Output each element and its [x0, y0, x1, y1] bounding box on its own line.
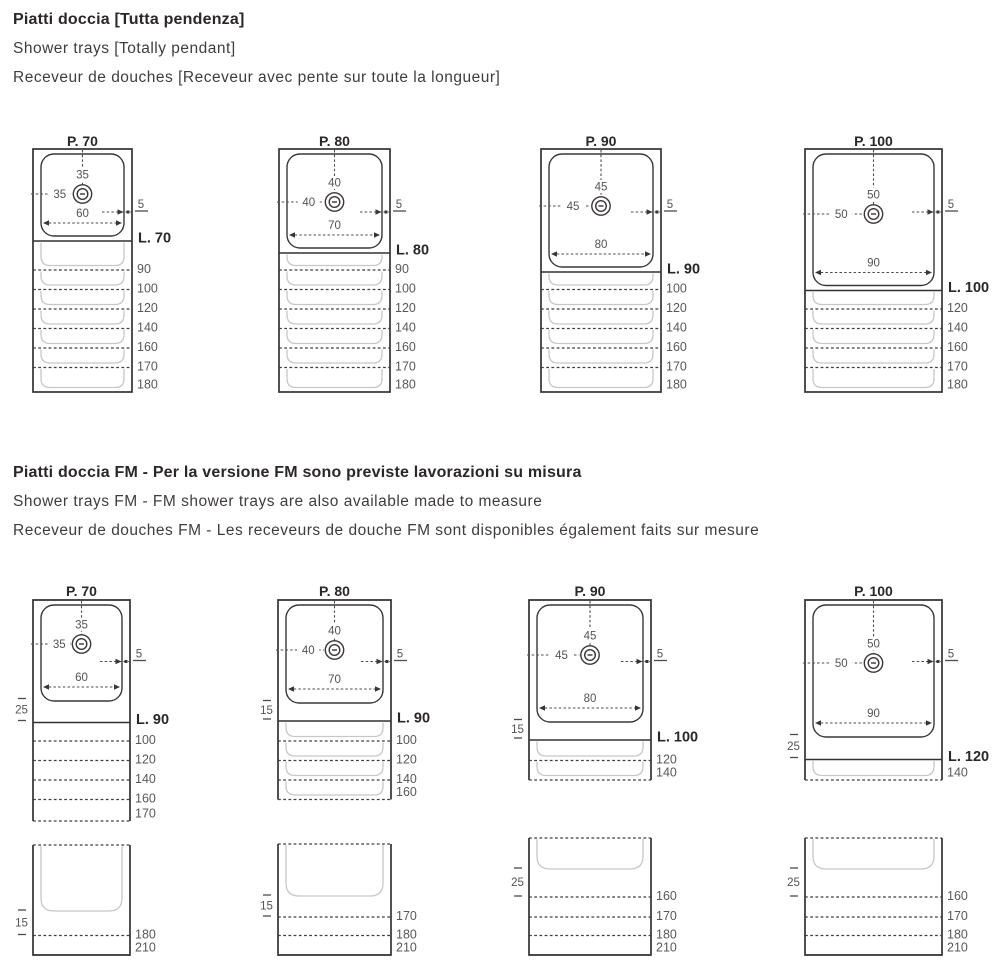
edge-dim-dot	[646, 660, 649, 663]
length-label: 140	[137, 320, 158, 335]
length-label: 160	[135, 791, 156, 806]
length-label: 120	[137, 301, 158, 315]
edge-dim-dot	[937, 211, 940, 214]
dimension-arrow-icon	[374, 232, 380, 237]
variant-tray-outline	[286, 762, 383, 776]
dimension-arrow-icon	[376, 209, 382, 214]
dimension-arrow-icon	[815, 270, 821, 275]
tray-width-dim-label: 60	[76, 208, 89, 220]
slab-outline	[278, 844, 391, 955]
drain-top-dim-label: 45	[594, 181, 608, 194]
variant-tray-outline	[813, 292, 934, 305]
drain-left-dim-label: 35	[52, 639, 66, 651]
diagram-fm-extended-col4	[787, 838, 968, 955]
section2-title-it: Piatti doccia FM - Per la versione FM sono previste lavorazioni su misura	[13, 464, 582, 481]
length-label: 100	[395, 281, 416, 296]
drain-left-dim-label: 50	[834, 209, 848, 221]
diagram-tutta-pendenza-p80	[277, 133, 429, 392]
base-length-label: L. 120	[948, 749, 990, 765]
length-label: 100	[137, 281, 158, 296]
drain-left-dim-label: 35	[53, 189, 67, 201]
variant-tray-outline	[286, 845, 383, 896]
left-height-dim-label: 15	[15, 917, 28, 930]
length-label: 170	[656, 909, 677, 923]
diagram-tutta-pendenza-p70	[31, 133, 171, 392]
slab-outline	[805, 149, 942, 392]
variant-tray-outline	[813, 330, 934, 344]
left-height-dim-label: 15	[260, 704, 273, 717]
length-label: 170	[396, 909, 417, 923]
diagram-fm-extended-col1	[15, 845, 156, 955]
edge-dim-label: 5	[395, 199, 403, 211]
length-label: 140	[947, 320, 968, 335]
length-label: 160	[396, 785, 417, 799]
diagram-title: P. 90	[585, 133, 617, 149]
base-length-label: L. 100	[948, 280, 990, 296]
tray-width-dim-label: 60	[75, 672, 88, 684]
length-label: 140	[947, 765, 968, 780]
length-label: 210	[656, 940, 677, 955]
slab-outline	[33, 845, 130, 955]
tray-width-dim-label: 80	[594, 239, 608, 251]
section2-title-fr: Receveur de douches FM - Les receveurs de douche FM sont disponibles également faits sur mesure	[13, 522, 760, 539]
left-height-dim-label: 25	[787, 877, 800, 889]
variant-tray-outline	[41, 291, 124, 305]
dimension-arrow-icon	[551, 251, 557, 256]
length-label: 120	[656, 752, 677, 767]
slab-outline	[33, 600, 130, 821]
length-label: 180	[396, 927, 417, 942]
variant-tray-outline	[41, 330, 124, 344]
variant-tray-outline	[41, 272, 124, 286]
base-length-label: L. 90	[136, 712, 170, 728]
dimension-arrow-icon	[116, 220, 122, 225]
dimension-arrow-icon	[645, 251, 651, 256]
diagram-title: P. 80	[319, 133, 350, 149]
diagram-tutta-pendenza-p100	[803, 133, 989, 392]
drain-top-dim-label: 35	[75, 619, 88, 632]
variant-tray-outline	[537, 839, 643, 869]
dimension-arrow-icon	[118, 209, 124, 214]
base-length-label: L. 90	[667, 261, 701, 278]
diagram-fm-extended-col3	[511, 838, 677, 955]
drain-top-dim-label: 40	[328, 177, 341, 190]
dimension-arrow-icon	[635, 705, 641, 710]
variant-tray-outline	[549, 330, 653, 344]
variant-tray-outline	[813, 761, 934, 776]
variant-tray-outline	[41, 369, 124, 388]
diagram-title: P. 70	[67, 133, 98, 149]
variant-tray-outline	[549, 311, 653, 325]
length-label: 180	[135, 927, 156, 942]
length-label: 210	[135, 940, 156, 955]
edge-dim-label: 5	[666, 199, 674, 211]
length-label: 140	[396, 772, 417, 786]
length-label: 160	[947, 340, 968, 354]
length-label: 140	[395, 320, 416, 335]
diagram-title: P. 80	[319, 583, 350, 599]
diagram-fm-p90	[511, 583, 698, 780]
dimension-arrow-icon	[928, 209, 934, 214]
edge-dim-label: 5	[947, 648, 955, 661]
variant-tray-outline	[537, 762, 643, 776]
left-height-dim-label: 25	[511, 877, 524, 889]
variant-tray-outline	[41, 243, 124, 266]
base-length-label: L. 70	[138, 230, 172, 247]
length-label: 140	[656, 765, 677, 780]
dimension-arrow-icon	[288, 686, 294, 691]
variant-tray-outline	[287, 369, 382, 388]
length-label: 170	[666, 359, 687, 374]
length-label: 160	[656, 889, 677, 903]
diagram-tutta-pendenza-p90	[539, 133, 700, 392]
left-height-dim-label: 15	[260, 900, 273, 913]
length-label: 160	[666, 340, 687, 354]
variant-tray-outline	[549, 291, 653, 305]
variant-tray-outline	[287, 330, 382, 344]
tray-width-dim-label: 70	[328, 674, 341, 686]
length-label: 180	[666, 377, 687, 392]
variant-tray-outline	[813, 350, 934, 364]
tray-width-dim-label: 80	[583, 693, 597, 705]
dimension-arrow-icon	[926, 720, 932, 725]
dimension-arrow-icon	[539, 705, 545, 710]
length-label: 180	[395, 377, 416, 392]
drain-left-dim-label: 45	[566, 201, 580, 213]
dimension-arrow-icon	[377, 659, 383, 664]
variant-tray-outline	[286, 723, 383, 737]
drain-left-dim-label: 45	[555, 650, 568, 662]
tray-width-dim-label: 90	[867, 708, 880, 720]
length-label: 170	[947, 909, 968, 923]
length-label: 180	[656, 927, 677, 942]
edge-dim-label: 5	[137, 199, 145, 211]
length-label: 170	[947, 359, 968, 374]
length-label: 120	[396, 752, 417, 767]
length-label: 180	[947, 927, 968, 942]
edge-dim-dot	[937, 660, 940, 663]
dimension-arrow-icon	[647, 209, 653, 214]
edge-dim-dot	[386, 660, 389, 663]
variant-tray-outline	[287, 291, 382, 305]
edge-dim-dot	[656, 211, 659, 214]
length-label: 120	[135, 752, 156, 767]
drain-top-dim-label: 45	[583, 630, 597, 643]
diagram-title: P. 90	[574, 583, 606, 599]
dimension-arrow-icon	[43, 220, 49, 225]
variant-tray-outline	[41, 846, 122, 911]
length-label: 210	[947, 940, 968, 955]
section1-title-fr: Receveur de douches [Receveur avec pente sur toute la longueur]	[13, 69, 501, 86]
variant-tray-outline	[549, 350, 653, 364]
drain-left-dim-label: 50	[834, 658, 848, 670]
left-height-dim-label: 25	[15, 704, 28, 717]
diagram-fm-p100	[787, 583, 989, 780]
dimension-arrow-icon	[928, 659, 934, 664]
length-label: 100	[396, 733, 417, 747]
variant-tray-outline	[537, 742, 643, 757]
dimension-arrow-icon	[637, 659, 643, 664]
variant-tray-outline	[813, 839, 934, 869]
variant-tray-outline	[813, 369, 934, 388]
diagram-fm-extended-col2	[260, 844, 417, 955]
base-length-label: L. 90	[397, 710, 431, 727]
edge-dim-dot	[127, 211, 130, 214]
length-label: 180	[947, 377, 968, 392]
length-label: 120	[666, 301, 687, 315]
length-label: 90	[395, 262, 409, 276]
length-label: 170	[395, 359, 416, 374]
variant-tray-outline	[813, 311, 934, 325]
dimension-arrow-icon	[815, 720, 821, 725]
variant-tray-outline	[41, 350, 124, 364]
drain-top-dim-label: 50	[867, 638, 880, 651]
length-label: 160	[395, 340, 416, 354]
section1-title-en: Shower trays [Totally pendant]	[13, 40, 236, 57]
variant-tray-outline	[286, 782, 383, 796]
length-label: 120	[395, 301, 416, 315]
diagram-title: P. 70	[66, 583, 97, 599]
variant-tray-outline	[286, 743, 383, 757]
length-label: 210	[396, 940, 417, 955]
edge-dim-label: 5	[396, 648, 404, 661]
section2-title-en: Shower trays FM - FM shower trays are also available made to measure	[13, 493, 543, 510]
drain-top-dim-label: 40	[328, 625, 341, 638]
base-length-label: L. 80	[396, 242, 430, 259]
length-label: 170	[137, 359, 158, 374]
edge-dim-label: 5	[656, 648, 664, 661]
length-label: 170	[135, 806, 156, 821]
dimension-arrow-icon	[43, 684, 49, 689]
edge-dim-label: 5	[135, 648, 143, 661]
edge-dim-dot	[385, 211, 388, 214]
dimension-arrow-icon	[114, 684, 120, 689]
length-label: 180	[137, 377, 158, 392]
variant-tray-outline	[287, 255, 382, 266]
variant-tray-outline	[41, 311, 124, 325]
tray-width-dim-label: 70	[328, 220, 341, 232]
dimension-arrow-icon	[116, 659, 122, 664]
variant-tray-outline	[287, 311, 382, 325]
drain-left-dim-label: 40	[302, 197, 316, 209]
diagram-title: P. 100	[854, 133, 893, 149]
drain-top-dim-label: 35	[76, 169, 89, 182]
edge-dim-label: 5	[947, 199, 955, 211]
tray-width-dim-label: 90	[867, 257, 880, 270]
drain-left-dim-label: 40	[301, 645, 315, 657]
dimension-arrow-icon	[926, 270, 932, 275]
base-length-label: L. 100	[657, 729, 699, 746]
length-label: 120	[947, 301, 968, 315]
variant-tray-outline	[549, 274, 653, 286]
variant-tray-outline	[287, 350, 382, 364]
length-label: 100	[135, 733, 156, 747]
length-label: 160	[947, 889, 968, 903]
length-label: 90	[137, 262, 151, 276]
dimension-arrow-icon	[289, 232, 295, 237]
edge-dim-dot	[125, 660, 128, 663]
length-label: 100	[666, 281, 687, 296]
variant-tray-outline	[287, 272, 382, 286]
diagram-title: P. 100	[854, 583, 893, 599]
dimension-arrow-icon	[375, 686, 381, 691]
drain-top-dim-label: 50	[867, 189, 880, 202]
left-height-dim-label: 25	[787, 741, 800, 753]
diagram-fm-p70	[15, 583, 169, 821]
variant-tray-outline	[549, 369, 653, 388]
left-height-dim-label: 15	[511, 723, 524, 736]
length-label: 160	[137, 340, 158, 354]
length-label: 140	[666, 320, 687, 335]
diagram-fm-p80	[260, 583, 430, 800]
section1-title-it: Piatti doccia [Tutta pendenza]	[13, 11, 245, 28]
length-label: 140	[135, 772, 156, 786]
